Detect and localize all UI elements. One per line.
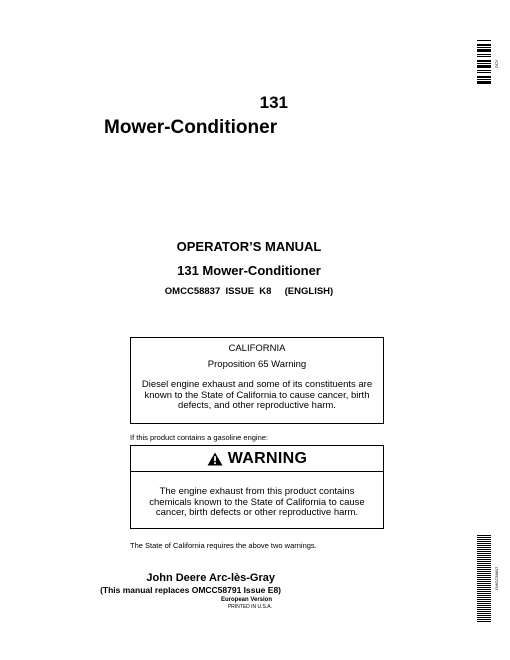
california-heading: CALIFORNIA (228, 343, 286, 354)
top-barcode (477, 40, 491, 86)
bottom-barcode (477, 535, 491, 623)
product-title: Mower-Conditioner (104, 117, 278, 138)
gasoline-engine-note: If this product contains a gasoline engine: (130, 433, 269, 442)
california-warning-box (130, 337, 384, 424)
gasoline-warning-box (130, 445, 384, 529)
manual-code-line: OMCC58837 ISSUE K8 (ENGLISH) (164, 286, 334, 297)
proposition-65-heading: Proposition 65 Warning (207, 359, 307, 370)
manual-title: OPERATOR’S MANUAL (176, 239, 322, 254)
printed-label: PRINTED IN U.S.A. (227, 604, 272, 610)
california-warning-text: Diesel engine exhaust and some of its constituents are known to the State of California to cause cancer, birth defects, and other reproductive harm. (141, 379, 373, 411)
top-barcode-label: DCY (494, 59, 499, 68)
barcode-bar (477, 621, 491, 622)
replaces-note: (This manual replaces OMCC58791 Issue E8) (100, 585, 281, 595)
barcode-gap (477, 84, 491, 86)
gasoline-warning-text: The engine exhaust from this product contains chemicals known to the State of California to cause cancer, birth defects or other reproductive harm. (149, 486, 365, 518)
warning-heading: WARNING (227, 449, 308, 467)
warning-triangle-icon (207, 452, 223, 466)
manual-subtitle: 131 Mower-Conditioner (177, 263, 321, 278)
model-number: 131 (259, 93, 288, 112)
warning-header (131, 446, 383, 472)
publisher-name: John Deere Arc-lès-Gray (146, 572, 275, 584)
requirement-note: The State of California requires the above two warnings. (130, 541, 317, 550)
version-label: European Version (220, 597, 272, 603)
bottom-barcode-label: OMCC58837 (494, 566, 499, 590)
